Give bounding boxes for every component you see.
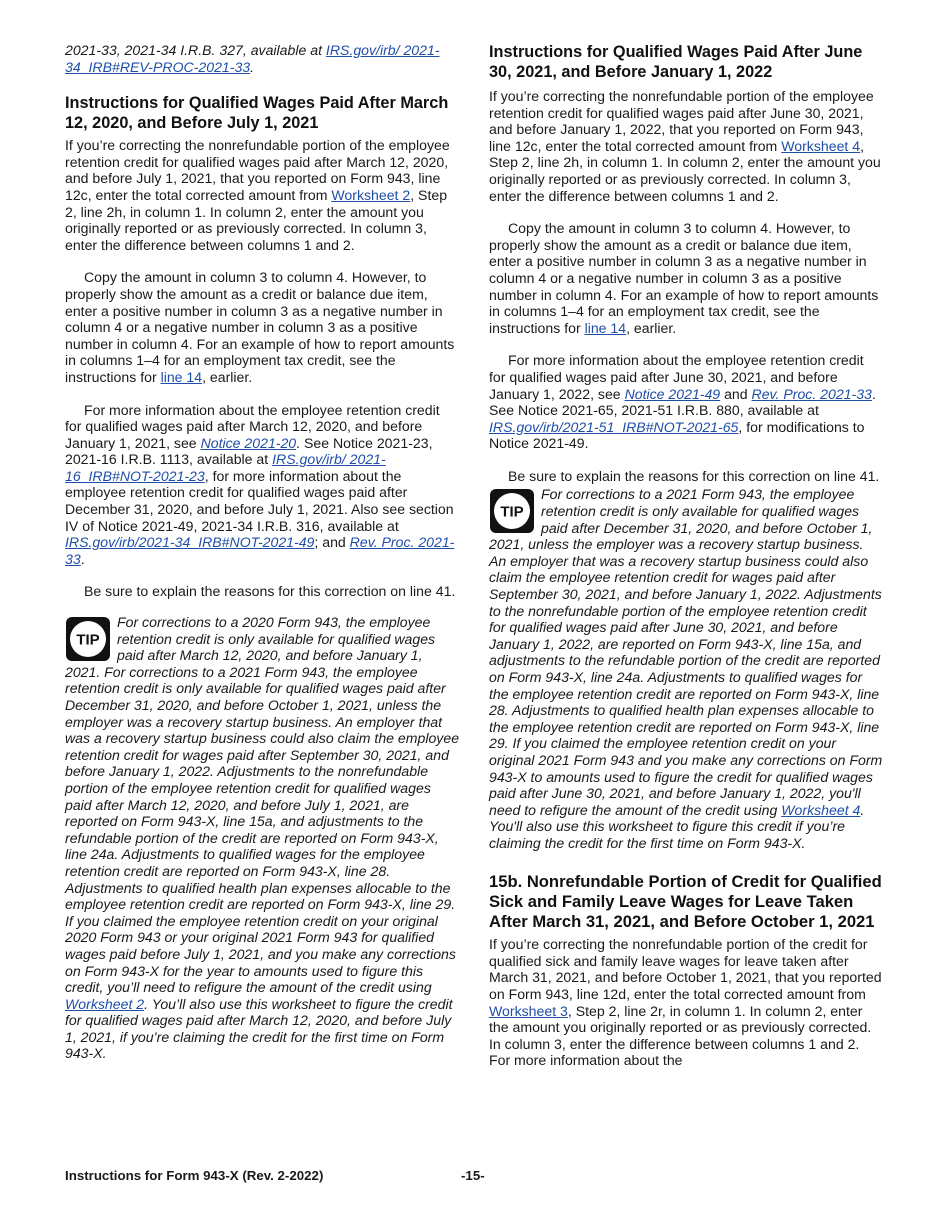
intro-text: 2021-33, 2021-34 I.R.B. 327, available at bbox=[65, 42, 326, 58]
link-not-2021-23[interactable]: IRS.gov/irb/ 2021-16_IRB#NOT-2021-23 bbox=[65, 451, 386, 484]
paragraph-15b-correcting: If you’re correcting the nonrefundable portion of the credit for qualified sick and family leave wages for leave taken after March 31, 2021, and before October 1, 2021, that you reported on Form 943, line 12d, enter the total corrected amount from Worksheet 3, Step 2, line 2r, in column 1. In column 2, enter the amount you originally reported or as previously corrected. In column 3, enter the difference between columns 1 and 2. For more information about the bbox=[489, 936, 882, 1069]
tip-block-right: TIP For corrections to a 2021 Form 943, the employee retention credit is only available for qualified wages paid after December 31, 2020, and before October 1, 2021, unless the employer was a recovery startup business. An employer that was a recovery startup business could also claim the employee retention credit for wages paid after September 30, 2021, and before January 1, 2022. Adjustments to the nonrefundable portion of the employee retention credit for qualified wages paid after June 30, 2021, and before January 1, 2022, are reported on Form 943-X, line 15a, and adjustments to the refundable portion of the credit are reported on Form 943-X, line 24a. Adjustments to qualified wages for the employee retention credit are reported on Form 943-X, line 28. Adjustments to qualified health plan expenses allocable to the employee retention credit are reported on Form 943-X, line 29. If you claimed the employee retention credit on your original 2021 Form 943 and you make any corrections on Form 943-X to amounts used to figure the credit for qualified wages paid after June 30, 2021, and before January 1, 2022, you'll need to refigure the amount of the credit using Worksheet 4. You'll also use this worksheet to figure this credit if you’re claiming the credit for the first time on Form 943-X. bbox=[489, 486, 883, 851]
paragraph-more-information-right: For more information about the employee retention credit for qualified wages paid after June 30, 2021, and before January 1, 2022, see Notice 2021-49 and Rev. Proc. 2021-33. See Notice 2021-65, 2021-51 I.R.B. 880, available at IRS.gov/irb/2021-51_IRB#NOT-2021-65, for modifications to Notice 2021-49. bbox=[489, 352, 876, 452]
tip-icon-label: TIP bbox=[500, 503, 524, 521]
tip-icon bbox=[65, 616, 111, 662]
link-worksheet-2-tip[interactable]: Worksheet 2 bbox=[65, 995, 145, 1012]
intro-paragraph: 2021-33, 2021-34 I.R.B. 327, available at IRS.gov/irb/ 2021-34_IRB#REV-PROC-2021-33. bbox=[65, 42, 440, 75]
tip-icon-label: TIP bbox=[76, 631, 100, 649]
link-rev-proc-2021-33-irb[interactable]: IRS.gov/irb/ 2021-34_IRB#REV-PROC-2021-33 bbox=[65, 42, 440, 75]
heading-qualified-wages-june-2021: Instructions for Qualified Wages Paid After June 30, 2021, and Before January 1, 2022 bbox=[489, 43, 863, 81]
tip-block: TIP For corrections to a 2020 Form 943, the employee retention credit is only available for qualified wages paid after March 12, 2020, and before January 1, 2021. For corrections to a 2021 Form 943, the employee retention credit is only available for qualified wages paid after December 31, 2020, and before October 1, 2021, unless the employer was a recovery startup business. An employer that was a recovery startup business could also claim the employee retention credit for wages paid after September 30, 2021, and before January 1, 2022. Adjustments to the nonrefundable portion of the employee retention credit for qualified wages paid after March 12, 2020, and before July 1, 2021, are reported on Form 943-X, line 15a, and adjustments to the refundable portion of the credit are reported on Form 943-X, line 24a. Adjustments to qualified wages for the employee retention credit are reported on Form 943-X, line 28. Adjustments to qualified health plan expenses allocable to the employee retention credit are reported on Form 943-X, line 29. If you claimed the employee retention credit on your original 2020 Form 943 or your original 2021 Form 943 for qualified wages paid before July 1, 2021, and you make any corrections on Form 943-X for the year to amounts used to figure this credit, you’ll need to refigure the amount of the credit using Worksheet 2. You’ll also use this worksheet to figure the credit for qualified wages paid after March 12, 2020, and before July 1, 2021, if you’re claiming the credit for the first time on Form 943-X. bbox=[65, 614, 460, 1062]
link-worksheet-4-tip[interactable]: Worksheet 4 bbox=[781, 801, 861, 818]
paragraph-copy-amount: Copy the amount in column 3 to column 4. However, to properly show the amount as a credit or balance due item, enter a positive number in column 3 as a negative number in column 4 or a negative number in column 3 as a positive number in column 4. For an example of how to report amounts in columns 1–4 for an employment tax credit, see the instructions for line 14, earlier. bbox=[65, 269, 455, 385]
heading-qualified-wages-march-2020: Instructions for Qualified Wages Paid After March 12, 2020, and Before July 1, 2021 bbox=[65, 94, 449, 133]
heading-15b-sick-family-leave: 15b. Nonrefundable Portion of Credit for Qualified Sick and Family Leave Wages for Leave Taken After March 31, 2021, and Before October 1, 2021 bbox=[489, 871, 882, 931]
link-not-2021-65[interactable]: IRS.gov/irb/2021-51_IRB#NOT-2021-65 bbox=[489, 418, 739, 435]
footer-page-number: -15- bbox=[461, 1168, 485, 1183]
link-rev-proc-2021-33-right[interactable]: Rev. Proc. 2021-33 bbox=[751, 385, 872, 402]
right-column bbox=[489, 42, 884, 1069]
link-not-2021-49[interactable]: IRS.gov/irb/2021-34_IRB#NOT-2021-49 bbox=[65, 534, 315, 551]
paragraph-copy-amount-right: Copy the amount in column 3 to column 4. However, to properly show the amount as a credit or balance due item, enter a positive number in column 3 as a negative number in column 4 or a negative number in column 3 as a positive number in column 4. For an example of how to report amounts in columns 1–4 for an employment tax credit, see the instructions for line 14, earlier. bbox=[489, 220, 879, 336]
link-worksheet-3[interactable]: Worksheet 3 bbox=[489, 1002, 568, 1019]
paragraph-more-information: For more information about the employee retention credit for qualified wages paid after March 12, 2020, and before January 1, 2021, see Notice 2021-20. See Notice 2021-23, 2021-16 I.R.B. 1113, available at IRS.gov/irb/ 2021-16_IRB#NOT-2021-23, for more information about the employee retention credit for qualified wages paid after December 31, 2020, and before July 1, 2021. Also see section IV of Notice 2021-49, 2021-34 I.R.B. 316, available at IRS.gov/irb/2021-34_IRB#NOT-2021-49; and Rev. Proc. 2021-33. bbox=[65, 401, 455, 567]
link-notice-2021-20[interactable]: Notice 2021-20 bbox=[200, 434, 297, 451]
paragraph-explain-reasons: Be sure to explain the reasons for this correction on line 41. bbox=[84, 583, 456, 600]
footer-form-title: Instructions for Form 943-X (Rev. 2-2022) bbox=[65, 1168, 324, 1183]
tip-icon bbox=[489, 488, 535, 534]
paragraph-correcting-credit: If you’re correcting the nonrefundable portion of the employee retention credit for qualified wages paid after March 12, 2020, and before July 1, 2021, that you reported on Form 943, line 12c, enter the total corrected amount from Worksheet 2, Step 2, line 2h, in column 1. In column 2, enter the amount you originally reported or as previously corrected. In column 3, enter the difference between columns 1 and 2. bbox=[65, 137, 450, 253]
link-worksheet-2[interactable]: Worksheet 2 bbox=[331, 186, 411, 203]
left-column bbox=[65, 42, 460, 1062]
paragraph-correcting-credit-june: If you’re correcting the nonrefundable portion of the employee retention credit for qualified wages paid after June 30, 2021, and before January 1, 2022, that you reported on Form 943, line 12c, enter the total corrected amount from Worksheet 4, Step 2, line 2h, in column 1. In column 2, enter the amount you originally reported or as previously corrected. In column 3, enter the difference between columns 1 and 2. bbox=[489, 88, 881, 204]
link-notice-2021-49[interactable]: Notice 2021-49 bbox=[624, 385, 721, 402]
link-line-14-right[interactable]: line 14 bbox=[584, 319, 627, 336]
link-worksheet-4[interactable]: Worksheet 4 bbox=[781, 137, 861, 154]
link-line-14[interactable]: line 14 bbox=[160, 368, 203, 385]
link-rev-proc-2021-33[interactable]: Rev. Proc. 2021-33 bbox=[65, 534, 455, 567]
paragraph-explain-reasons-right: Be sure to explain the reasons for this correction on line 41. bbox=[508, 467, 880, 484]
